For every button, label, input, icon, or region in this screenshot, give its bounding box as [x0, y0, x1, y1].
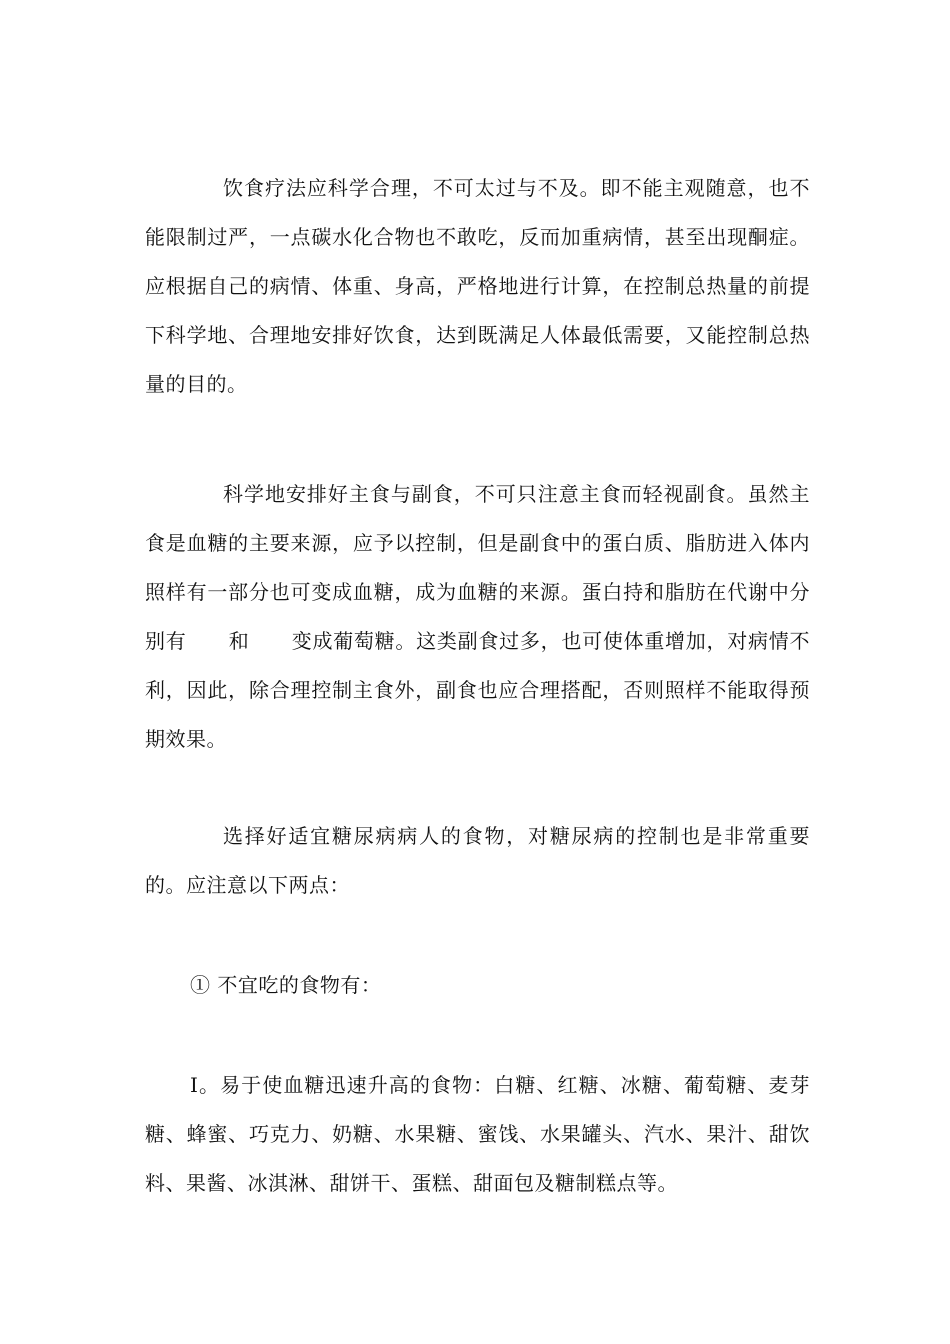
paragraph-text-part-1: 科学地安排好主食与副食，不可只注意主食而轻视副食。虽然主食是血糖的主要来源，应予以控制，但是副食中的蛋白质、脂肪进入体内照样有一部分也可变成血糖，成为血糖的来源。蛋白持和脂肪在代谢中分别有	[145, 482, 810, 653]
list-heading-foods-to-avoid: ① 不宜吃的食物有：	[190, 973, 382, 997]
paragraph-text-and: 和	[228, 629, 250, 653]
paragraph-text-part-2: 变成葡萄糖。这类副食过多，也可使体重增加，对病情不利，因此，除合理控制主食外，副食也应合理搭配，否则照样不能取得预期效果。	[145, 629, 811, 751]
paragraph-staple-and-side-food	[145, 470, 810, 764]
paragraph-food-selection: 选择好适宜糖尿病病人的食物，对糖尿病的控制也是非常重要的。应注意以下两点：	[145, 824, 810, 897]
list-item-sugar-foods: Ⅰ。易于使血糖迅速升高的食物：白糖、红糖、冰糖、葡萄糖、麦芽糖、蜂蜜、巧克力、奶糖、水果糖、蜜饯、水果罐头、汽水、果汁、甜饮料、果酱、冰淇淋、甜饼干、蛋糕、甜面包及糖制糕点等。	[145, 1073, 810, 1195]
paragraph-diet-principles: 饮食疗法应科学合理，不可太过与不及。即不能主观随意，也不能限制过严，一点碳水化合物也不敢吃，反而加重病情，甚至出现酮症。应根据自己的病情、体重、身高，严格地进行计算，在控制总热量的前提下科学地、合理地安排好饮食，达到既满足人体最低需要，又能控制总热量的目的。	[145, 176, 810, 396]
